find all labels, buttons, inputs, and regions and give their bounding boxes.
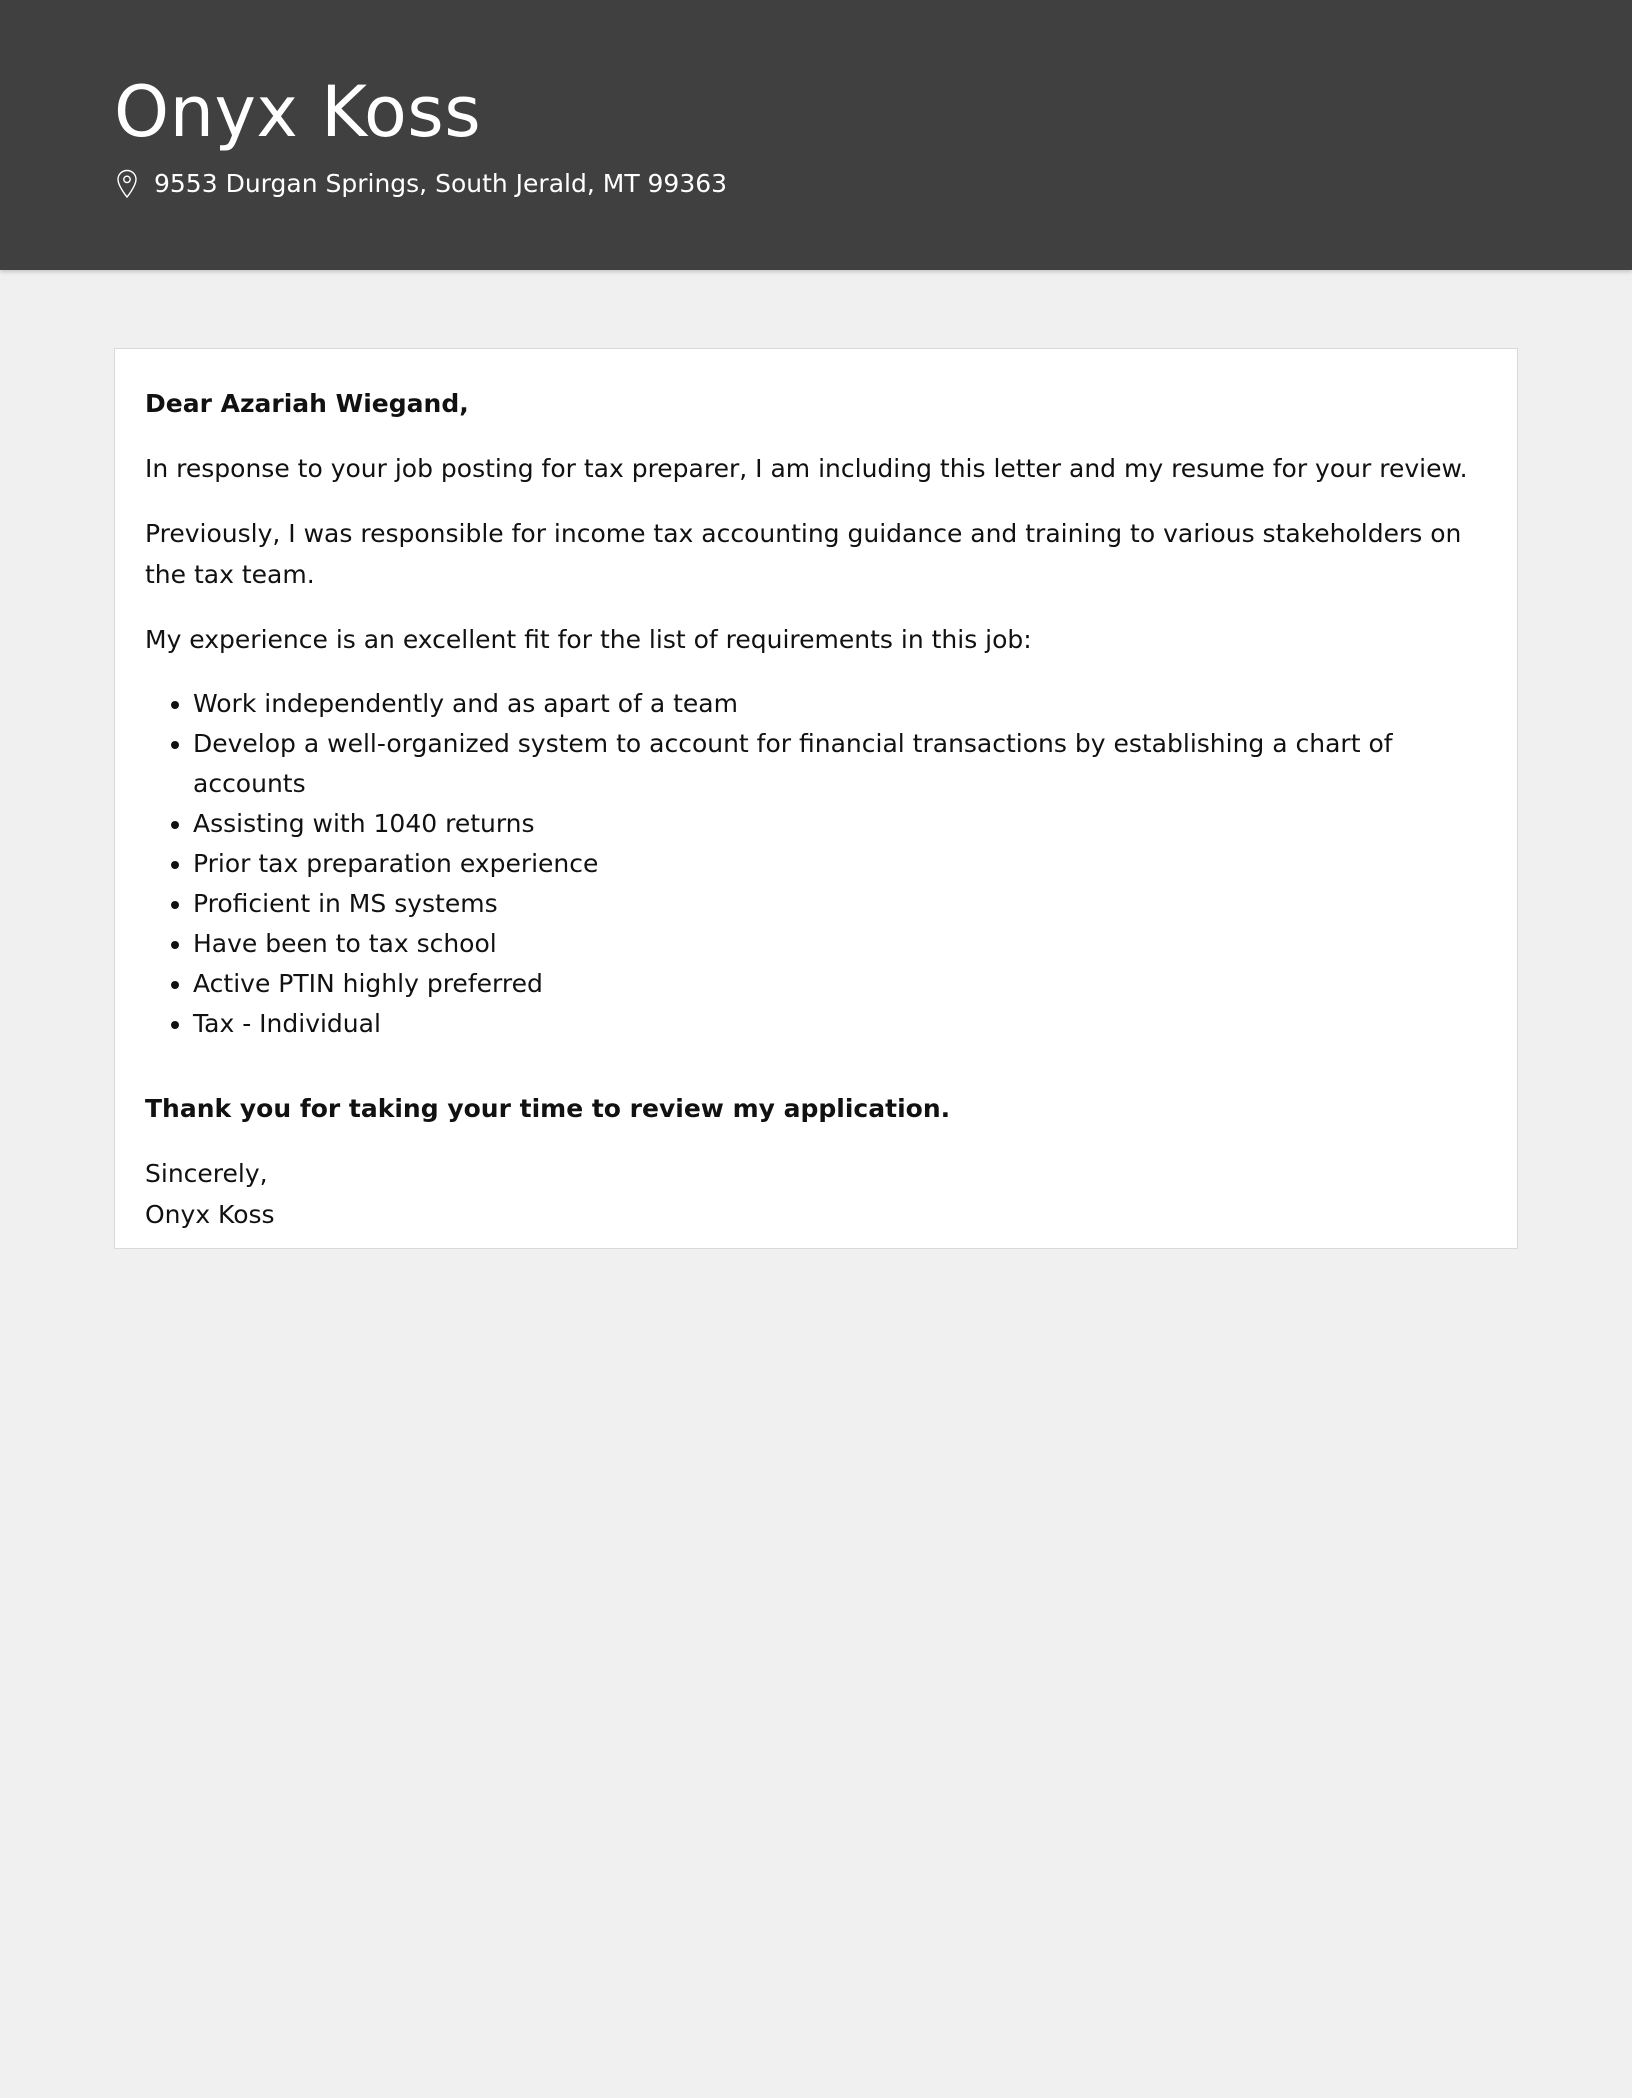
location-pin-icon xyxy=(116,169,138,199)
requirement-item: • Develop a well-organized system to account for financial transactions by establishing a chart of accounts xyxy=(193,724,1487,804)
letter-thanks: Thank you for taking your time to review my application. xyxy=(145,1094,951,1123)
letter-signature: Onyx Koss xyxy=(145,1200,275,1229)
requirement-item: • Tax - Individual xyxy=(193,1004,1487,1044)
letter-paragraph-intro: In response to your job posting for tax preparer, I am including this letter and my resume for your review. xyxy=(145,454,1468,483)
address-row xyxy=(116,164,727,204)
applicant-name: Onyx Koss xyxy=(114,71,482,153)
letter-paragraph-requirements-intro: My experience is an excellent fit for the list of requirements in this job: xyxy=(145,625,1032,654)
requirement-item: • Active PTIN highly preferred xyxy=(193,964,1487,1004)
letter-greeting: Dear Azariah Wiegand, xyxy=(145,389,469,418)
letter-closing: Sincerely, xyxy=(145,1159,268,1188)
requirement-item: • Assisting with 1040 returns xyxy=(193,804,1487,844)
requirement-item: • Proficient in MS systems xyxy=(193,884,1487,924)
cover-letter-card xyxy=(114,348,1518,1249)
requirement-item: • Work independently and as apart of a team xyxy=(193,684,1487,724)
letter-paragraph-experience: Previously, I was responsible for income tax accounting guidance and training to various stakeholders on the tax team. xyxy=(145,519,1462,589)
requirement-item: • Prior tax preparation experience xyxy=(193,844,1487,884)
applicant-address: 9553 Durgan Springs, South Jerald, MT 99363 xyxy=(154,169,728,198)
page-header xyxy=(0,0,1632,270)
requirements-list xyxy=(145,684,1487,1044)
requirement-item: • Have been to tax school xyxy=(193,924,1487,964)
